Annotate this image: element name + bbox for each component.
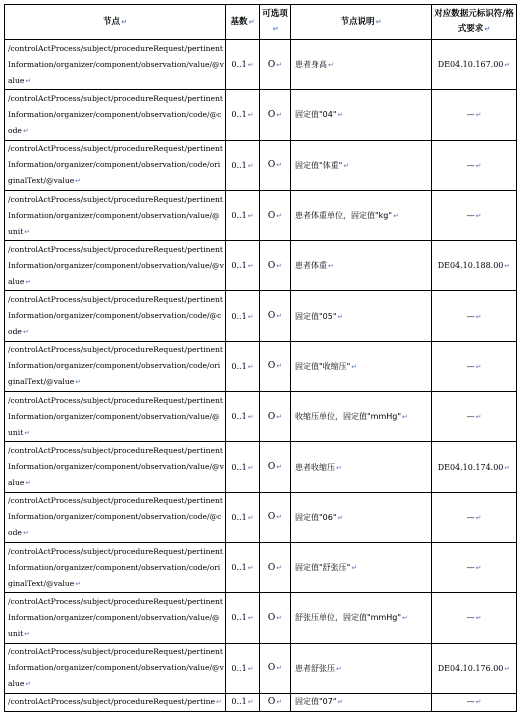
data-element-cell [432,341,517,391]
paragraph-mark-icon: ↵ [25,277,32,286]
node-path-cell [5,90,226,140]
data-element-cell-text: — [466,412,475,422]
paragraph-mark-icon: ↵ [276,513,283,522]
node-path-cell-text: /controlActProcess/subject/procedureRequest/pertinentInformation/organizer/component/observation/value/@value [8,244,224,286]
paragraph-mark-icon: ↵ [393,212,399,221]
paragraph-mark-icon: ↵ [337,312,344,321]
cardinality-cell [226,643,260,693]
description-cell [291,291,432,341]
paragraph-mark-icon: ↵ [247,312,254,321]
cardinality-cell-text: 0..1 [231,261,247,271]
paragraph-mark-icon: ↵ [216,698,222,707]
paragraph-mark-icon: ↵ [276,463,283,472]
data-element-cell-text: — [466,613,475,623]
paragraph-mark-icon: ↵ [337,111,344,120]
data-element-cell [432,492,517,542]
table-header-row [5,5,517,40]
data-element-cell-text: — [466,563,475,573]
paragraph-mark-icon: ↵ [475,513,482,522]
description-cell [291,693,432,711]
header-data-element: 对应数据元标识符/格式要求↵ [432,5,517,40]
data-element-cell [432,693,517,711]
data-element-cell-text: DE04.10.176.00 [437,663,504,673]
cardinality-cell [226,492,260,542]
description-cell-text: 收缩压单位，固定值"mmHg" [295,412,402,422]
paragraph-mark-icon: ↵ [276,563,283,572]
paragraph-mark-icon: ↵ [337,513,344,522]
optional-cell-text: O [267,260,276,271]
description-cell-text: 固定值"04" [295,110,337,120]
optional-cell [260,392,291,442]
node-path-cell-text: /controlActProcess/subject/procedureRequest/pertinentInformation/organizer/component/observation/value/@unit [8,596,223,638]
node-path-cell [5,291,226,341]
paragraph-mark-icon: ↵ [276,211,283,220]
paragraph-mark-icon: ↵ [475,614,482,623]
node-path-cell-text: /controlActProcess/subject/procedureRequest/pertinentInformation/organizer/component/observation/value/@value [8,446,224,488]
table-row [5,291,517,341]
paragraph-mark-icon: ↵ [247,212,254,221]
data-element-cell-text: — [466,110,475,120]
cardinality-cell-text: 0..1 [231,211,247,221]
header-node: 节点↵ [5,5,226,40]
paragraph-mark-icon: ↵ [276,412,283,421]
table-row [5,140,517,190]
paragraph-mark-icon: ↵ [336,463,342,472]
paragraph-mark-icon: ↵ [475,161,482,170]
description-cell [291,542,432,592]
paragraph-mark-icon: ↵ [276,362,283,371]
paragraph-mark-icon: ↵ [276,110,283,119]
description-cell [291,140,432,190]
node-path-cell-text: /controlActProcess/subject/procedureRequest/pertinentInformation/organizer/component/observation/code/originalText/@value [8,546,223,588]
cardinality-cell-text: 0..1 [231,663,247,673]
paragraph-mark-icon: ↵ [276,697,283,706]
paragraph-mark-icon: ↵ [247,614,254,623]
cardinality-cell-text: 0..1 [231,110,247,120]
data-element-cell [432,442,517,492]
paragraph-mark-icon: ↵ [475,564,482,573]
cardinality-cell [226,190,260,240]
cardinality-cell [226,140,260,190]
description-cell [291,492,432,542]
paragraph-mark-icon: ↵ [24,629,31,638]
paragraph-mark-icon: ↵ [351,362,358,371]
node-path-cell-text: /controlActProcess/subject/procedureRequest/pertinentInformation/organizer/component/observation/value/@value [8,647,224,689]
description-cell [291,643,432,693]
node-path-cell-text: /controlActProcess/subject/procedureRequest/pertinentInformation/organizer/component/observation/value/@value [8,43,224,85]
data-element-cell-text: — [466,361,475,371]
node-path-cell [5,40,226,90]
table-row [5,542,517,592]
paragraph-mark-icon: ↵ [247,413,254,422]
data-element-cell [432,190,517,240]
cardinality-cell [226,392,260,442]
cardinality-cell-text: 0..1 [231,160,247,170]
node-path-cell [5,392,226,442]
node-path-cell-text: /controlActProcess/subject/procedureRequest/pertinentInformation/organizer/component/observation/code/@code [8,295,223,337]
optional-cell [260,693,291,711]
optional-cell [260,241,291,291]
node-path-cell-text: /controlActProcess/subject/procedureRequest/pertinentInformation/organizer/component/observation/value/@unit [8,395,223,437]
optional-cell [260,643,291,693]
paragraph-mark-icon: ↵ [475,212,482,221]
paragraph-mark-icon: ↵ [24,428,31,437]
cardinality-cell-text: 0..1 [231,512,247,522]
paragraph-mark-icon: ↵ [504,61,511,70]
node-path-cell-text: /controlActProcess/subject/procedureRequest/pertinentInformation/organizer/component/observation/value/@unit [8,194,223,236]
paragraph-mark-icon: ↵ [247,262,254,271]
cardinality-cell-text: 0..1 [231,697,247,707]
optional-cell-text: O [267,210,276,221]
node-path-cell-text: /controlActProcess/subject/procedureRequest/pertinentInformation/organizer/component/observation/code/@code [8,496,223,538]
paragraph-mark-icon: ↵ [247,463,254,472]
cardinality-cell [226,542,260,592]
data-element-cell [432,593,517,643]
table-row [5,693,517,711]
description-cell [291,40,432,90]
paragraph-mark-icon: ↵ [247,513,254,522]
node-path-cell [5,643,226,693]
data-element-cell-text: DE04.10.174.00 [437,462,504,472]
description-cell [291,593,432,643]
node-path-cell-text: /controlActProcess/subject/procedureRequest/pertinentInformation/organizer/component/observation/code/originalText/@value [8,144,223,186]
description-cell-text: 患者体重 [295,261,327,271]
data-element-cell [432,241,517,291]
data-element-cell-text: — [466,211,475,221]
description-cell-text: 固定值"06" [295,512,337,522]
optional-cell-text: O [267,109,276,120]
paragraph-mark-icon: ↵ [25,479,32,488]
data-element-cell [432,542,517,592]
node-path-cell-text: /controlActProcess/subject/procedureRequest/pertinentInformation/organizer/component/observation/code/originalText/@value [8,345,223,387]
paragraph-mark-icon: ↵ [351,564,358,573]
paragraph-mark-icon: ↵ [276,664,283,673]
node-spec-table [4,4,517,712]
cardinality-cell [226,40,260,90]
node-path-cell [5,542,226,592]
description-cell [291,241,432,291]
data-element-cell-text: — [466,697,475,707]
optional-cell [260,492,291,542]
cardinality-cell-text: 0..1 [231,462,247,472]
table-row [5,442,517,492]
paragraph-mark-icon: ↵ [247,564,254,573]
optional-cell-text: O [267,462,276,473]
header-cardinality: 基数↵ [226,5,260,40]
data-element-cell [432,90,517,140]
optional-cell-text: O [267,696,276,707]
optional-cell-text: O [267,160,276,171]
paragraph-mark-icon: ↵ [343,161,350,170]
cardinality-cell-text: 0..1 [231,361,247,371]
table-row [5,492,517,542]
cardinality-cell-text: 0..1 [231,311,247,321]
cardinality-cell-text: 0..1 [231,613,247,623]
data-element-cell [432,40,517,90]
description-cell-text: 固定值"收缩压" [295,361,351,371]
table-row [5,392,517,442]
paragraph-mark-icon: ↵ [276,261,283,270]
data-element-cell-text: — [466,512,475,522]
optional-cell-text: O [267,59,276,70]
paragraph-mark-icon: ↵ [25,680,32,689]
data-element-cell [432,140,517,190]
optional-cell-text: O [267,311,276,322]
table-row [5,341,517,391]
table-row [5,190,517,240]
paragraph-mark-icon: ↵ [247,362,254,371]
cardinality-cell-text: 0..1 [231,60,247,70]
paragraph-mark-icon: ↵ [402,413,408,422]
paragraph-mark-icon: ↵ [276,161,283,170]
description-cell-text: 患者舒张压 [295,663,335,673]
description-cell [291,442,432,492]
table-row [5,241,517,291]
description-cell-text: 固定值"05" [295,311,337,321]
paragraph-mark-icon: ↵ [402,614,408,623]
header-description: 节点说明↵ [291,5,432,40]
paragraph-mark-icon: ↵ [504,463,511,472]
description-cell-text: 固定值"07" [295,697,337,707]
data-element-cell-text: — [466,160,475,170]
paragraph-mark-icon: ↵ [276,613,283,622]
optional-cell-text: O [267,411,276,422]
optional-cell [260,542,291,592]
optional-cell-text: O [267,562,276,573]
description-cell-text: 舒张压单位，固定值"mmHg" [295,613,402,623]
paragraph-mark-icon: ↵ [475,362,482,371]
optional-cell [260,40,291,90]
data-element-cell-text: DE04.10.188.00 [437,261,504,271]
paragraph-mark-icon: ↵ [75,579,82,588]
header-optional: 可选项↵ [260,5,291,40]
paragraph-mark-icon: ↵ [328,61,334,70]
paragraph-mark-icon: ↵ [504,664,511,673]
cardinality-cell [226,442,260,492]
description-cell-text: 固定值"体重" [295,160,343,170]
data-element-cell-text: — [466,311,475,321]
description-cell [291,392,432,442]
node-path-cell [5,190,226,240]
paragraph-mark-icon: ↵ [25,76,32,85]
paragraph-mark-icon: ↵ [22,529,29,538]
paragraph-mark-icon: ↵ [475,111,482,120]
paragraph-mark-icon: ↵ [75,177,82,186]
description-cell-text: 患者体重单位，固定值"kg" [295,211,393,221]
paragraph-mark-icon: ↵ [247,161,254,170]
node-path-cell-text: /controlActProcess/subject/procedureRequest/pertine [8,697,216,707]
cardinality-cell-text: 0..1 [231,563,247,573]
cardinality-cell [226,90,260,140]
paragraph-mark-icon: ↵ [475,312,482,321]
node-path-cell [5,593,226,643]
table-row [5,90,517,140]
node-path-cell [5,693,226,711]
node-path-cell [5,341,226,391]
optional-cell-text: O [267,361,276,372]
paragraph-mark-icon: ↵ [75,378,82,387]
paragraph-mark-icon: ↵ [24,227,31,236]
description-cell-text: 固定值"舒张压" [295,563,351,573]
cardinality-cell [226,341,260,391]
description-cell-text: 患者收缩压 [295,462,335,472]
optional-cell [260,442,291,492]
table-row [5,40,517,90]
data-element-cell-text: DE04.10.167.00 [437,60,504,70]
data-element-cell [432,291,517,341]
cardinality-cell [226,693,260,711]
paragraph-mark-icon: ↵ [475,698,482,707]
description-cell [291,190,432,240]
optional-cell-text: O [267,512,276,523]
node-path-cell-text: /controlActProcess/subject/procedureRequest/pertinentInformation/organizer/component/observation/code/@code [8,93,223,135]
paragraph-mark-icon: ↵ [276,60,283,69]
optional-cell [260,341,291,391]
paragraph-mark-icon: ↵ [336,664,342,673]
table-row [5,643,517,693]
node-path-cell [5,140,226,190]
paragraph-mark-icon: ↵ [276,312,283,321]
optional-cell [260,190,291,240]
node-path-cell [5,492,226,542]
optional-cell [260,593,291,643]
cardinality-cell [226,291,260,341]
optional-cell [260,291,291,341]
optional-cell [260,90,291,140]
paragraph-mark-icon: ↵ [22,126,29,135]
node-path-cell [5,241,226,291]
data-element-cell [432,392,517,442]
optional-cell-text: O [267,663,276,674]
table-row [5,593,517,643]
paragraph-mark-icon: ↵ [504,262,511,271]
description-cell [291,90,432,140]
paragraph-mark-icon: ↵ [22,328,29,337]
optional-cell [260,140,291,190]
cardinality-cell-text: 0..1 [231,412,247,422]
data-element-cell [432,643,517,693]
optional-cell-text: O [267,612,276,623]
paragraph-mark-icon: ↵ [337,698,344,707]
paragraph-mark-icon: ↵ [475,413,482,422]
description-cell [291,341,432,391]
cardinality-cell [226,241,260,291]
paragraph-mark-icon: ↵ [328,262,334,271]
node-path-cell [5,442,226,492]
description-cell-text: 患者身高 [295,60,327,70]
paragraph-mark-icon: ↵ [247,698,254,707]
paragraph-mark-icon: ↵ [247,664,254,673]
paragraph-mark-icon: ↵ [247,61,254,70]
paragraph-mark-icon: ↵ [247,111,254,120]
cardinality-cell [226,593,260,643]
